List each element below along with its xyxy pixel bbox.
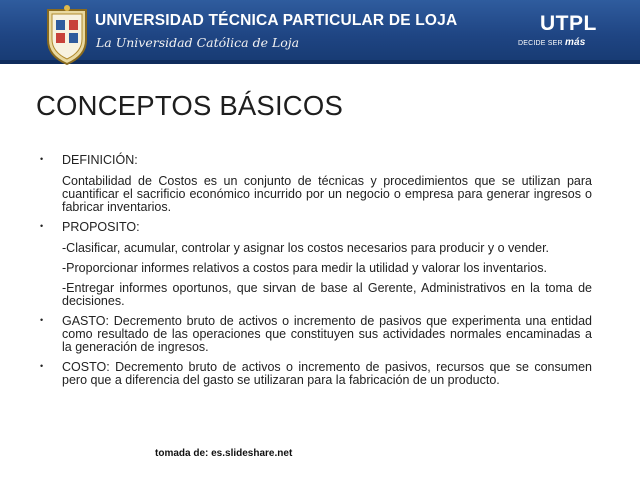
- list-item-proposito: [38, 221, 592, 308]
- costo-text: COSTO: Decremento bruto de activos o incremento de pasivos, recursos que se consumen pero que a diferencia del gasto se utilizaran para la fabricación de un producto.: [62, 360, 592, 387]
- proposito-item: -Entregar informes oportunos, que sirvan de base al Gerente, Administrativos en la toma de decisiones.: [62, 281, 592, 308]
- list-item-costo: [38, 361, 592, 387]
- tagline-emphasis: más: [564, 37, 586, 48]
- bullet-icon: •: [40, 315, 44, 325]
- bullet-icon: •: [40, 221, 44, 231]
- proposito-item: -Clasificar, acumular, controlar y asignar los costos necesarios para producir y o vender.: [62, 241, 550, 255]
- definicion-text: Contabilidad de Costos es un conjunto de técnicas y procedimientos que se utilizan para cuantificar el sacrificio económico incurrido por un negocio o empresa para generar ingresos o fabricar inventarios.: [62, 174, 592, 214]
- list-item-gasto: [38, 315, 592, 354]
- university-seal-icon: [44, 4, 90, 66]
- bullet-icon: •: [40, 361, 44, 371]
- page-title: CONCEPTOS BÁSICOS: [36, 90, 343, 121]
- proposito-item: -Proporcionar informes relativos a costos para medir la utilidad y valorar los inventarios.: [62, 261, 547, 275]
- university-name: UNIVERSIDAD TÉCNICA PARTICULAR DE LOJA: [95, 12, 458, 29]
- tagline-prefix: DECIDE SER: [518, 40, 563, 47]
- gasto-text: GASTO: Decremento bruto de activos o incremento de pasivos que experimenta una entidad como resultado de las operaciones que constituyen sus actividades normales encaminadas a la generación de ingresos.: [62, 314, 592, 354]
- definicion-label: DEFINICIÓN:: [62, 153, 138, 167]
- university-subtitle: La Universidad Católica de Loja: [96, 35, 300, 50]
- source-caption: tomada de: es.slideshare.net: [155, 448, 293, 459]
- banner-stripe: [0, 60, 640, 64]
- brand-logo: UTPL: [540, 12, 597, 35]
- slide-content: [38, 154, 592, 394]
- bullet-icon: •: [40, 154, 44, 164]
- list-item-definicion: [38, 154, 592, 214]
- brand-tagline: [518, 37, 586, 48]
- header-banner: [0, 0, 640, 64]
- proposito-label: PROPOSITO:: [62, 220, 140, 234]
